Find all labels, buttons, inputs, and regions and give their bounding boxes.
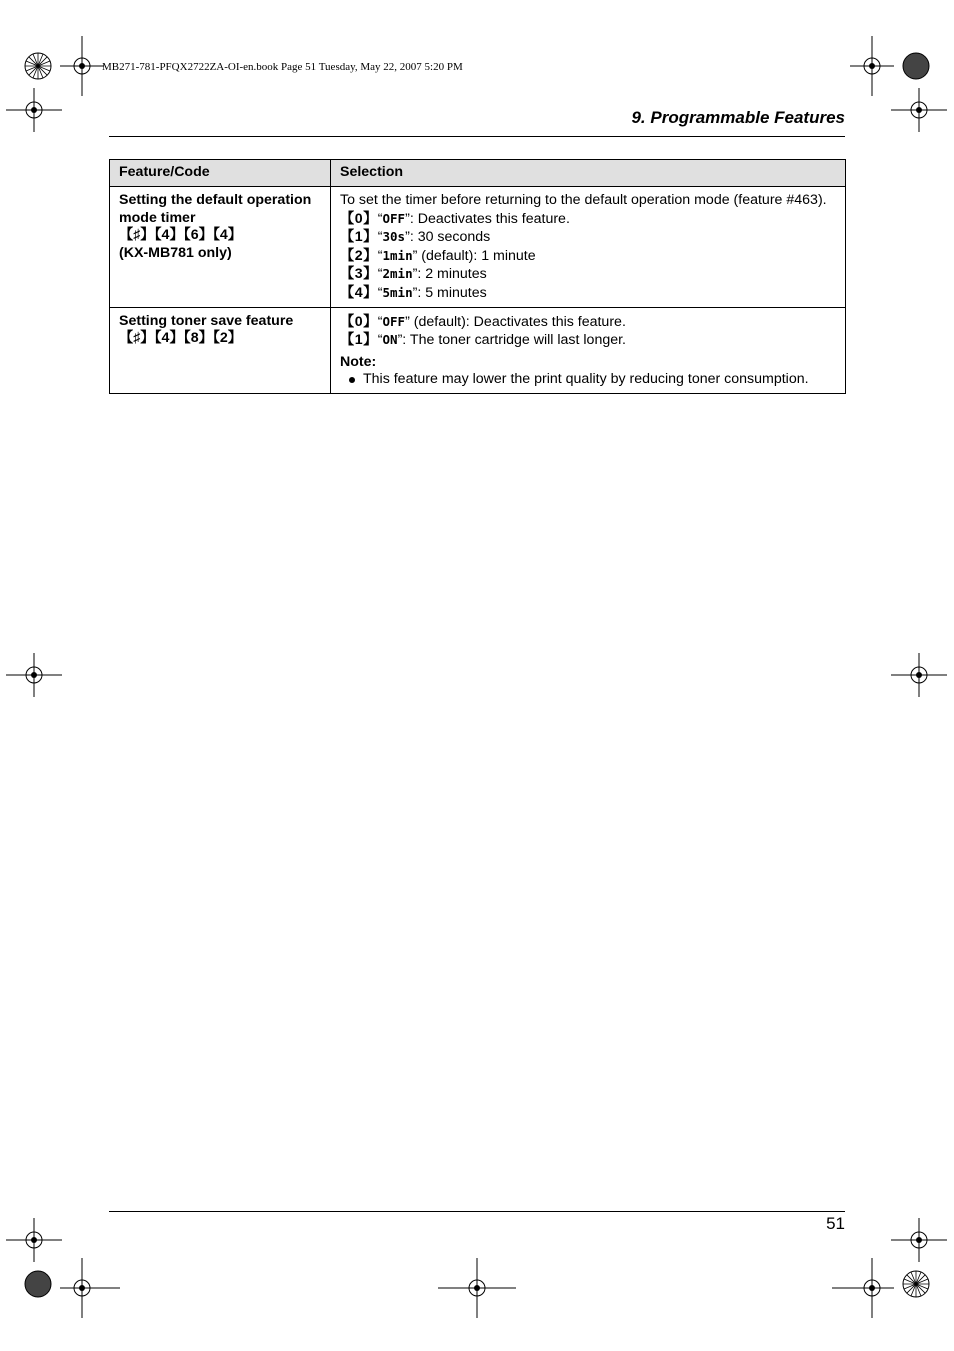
- section-title: 9. Programmable Features: [631, 108, 845, 127]
- key-label: 【1】: [340, 229, 378, 246]
- selection-option: 【1】“ON”: The toner cartridge will last longer.: [340, 332, 626, 349]
- key-label: 【0】: [340, 210, 378, 227]
- selection-option: 【0】“OFF” (default): Deactivates this feature.: [340, 313, 626, 330]
- crosshair-mark-icon: [891, 653, 947, 697]
- crosshair-mark-icon: [891, 1218, 947, 1262]
- display-text: 1min: [382, 247, 413, 263]
- key-label: 【1】: [340, 332, 378, 349]
- selection-cell: [331, 187, 846, 308]
- selection-cell: [331, 307, 846, 393]
- crosshair-mark-icon: [6, 1218, 62, 1262]
- feature-code: 【♯】【4】【8】【2】: [119, 330, 242, 347]
- crosshair-mark-icon: [891, 88, 947, 132]
- feature-code: 【♯】【4】【6】【4】: [119, 227, 242, 244]
- column-header-selection: Selection: [331, 160, 846, 187]
- registration-mark-icon: [18, 1264, 58, 1304]
- features-table: [109, 159, 846, 394]
- selection-option: 【3】“2min”: 2 minutes: [340, 266, 487, 283]
- display-text: 5min: [382, 284, 413, 300]
- key-label: 【3】: [340, 266, 378, 283]
- feature-cell: [110, 307, 331, 393]
- display-text: 30s: [382, 229, 406, 245]
- feature-name: Setting the default operation: [119, 192, 312, 208]
- key-label: 【2】: [340, 247, 378, 264]
- selection-option: 【4】“5min”: 5 minutes: [340, 284, 487, 301]
- selection-intro: To set the timer before returning to the default operation mode (feature #463).: [340, 192, 827, 208]
- registration-mark-icon: [896, 1264, 936, 1304]
- selection-option: 【1】“30s”: 30 seconds: [340, 229, 491, 246]
- column-header-feature: Feature/Code: [110, 160, 331, 187]
- feature-name: Setting toner save feature: [119, 312, 294, 329]
- crosshair-mark-icon: [60, 36, 104, 96]
- selection-option: 【2】“1min” (default): 1 minute: [340, 247, 536, 264]
- feature-model-note: (KX-MB781 only): [119, 244, 232, 261]
- registration-mark-icon: [18, 46, 58, 86]
- crosshair-mark-icon: [850, 36, 894, 96]
- key-label: 【4】: [340, 284, 378, 301]
- key-label: 【0】: [340, 313, 378, 330]
- bullet-icon: [349, 377, 355, 383]
- table-row: [110, 307, 846, 393]
- display-text: ON: [382, 332, 398, 348]
- display-text: OFF: [382, 210, 406, 226]
- crosshair-mark-icon: [60, 1258, 120, 1318]
- display-text: OFF: [382, 313, 406, 329]
- crosshair-mark-icon: [6, 653, 62, 697]
- crosshair-mark-icon: [6, 88, 62, 132]
- note-label: Note:: [340, 353, 377, 370]
- print-info: MB271-781-PFQX2722ZA-OI-en.book Page 51 Tuesday, May 22, 2007 5:20 PM: [102, 61, 463, 73]
- note-item: This feature may lower the print quality by reducing toner consumption.: [340, 371, 836, 389]
- table-header-row: [110, 160, 846, 187]
- registration-mark-icon: [896, 46, 936, 86]
- feature-cell: [110, 187, 331, 308]
- footer-rule: [109, 1211, 845, 1212]
- crosshair-mark-icon: [832, 1258, 894, 1318]
- header-rule: [109, 136, 845, 137]
- selection-option: 【0】“OFF”: Deactivates this feature.: [340, 210, 570, 227]
- page-number: 51: [826, 1214, 845, 1233]
- display-text: 2min: [382, 266, 413, 282]
- feature-name: mode timer: [119, 209, 196, 226]
- crosshair-mark-icon: [438, 1258, 516, 1318]
- table-row: [110, 187, 846, 308]
